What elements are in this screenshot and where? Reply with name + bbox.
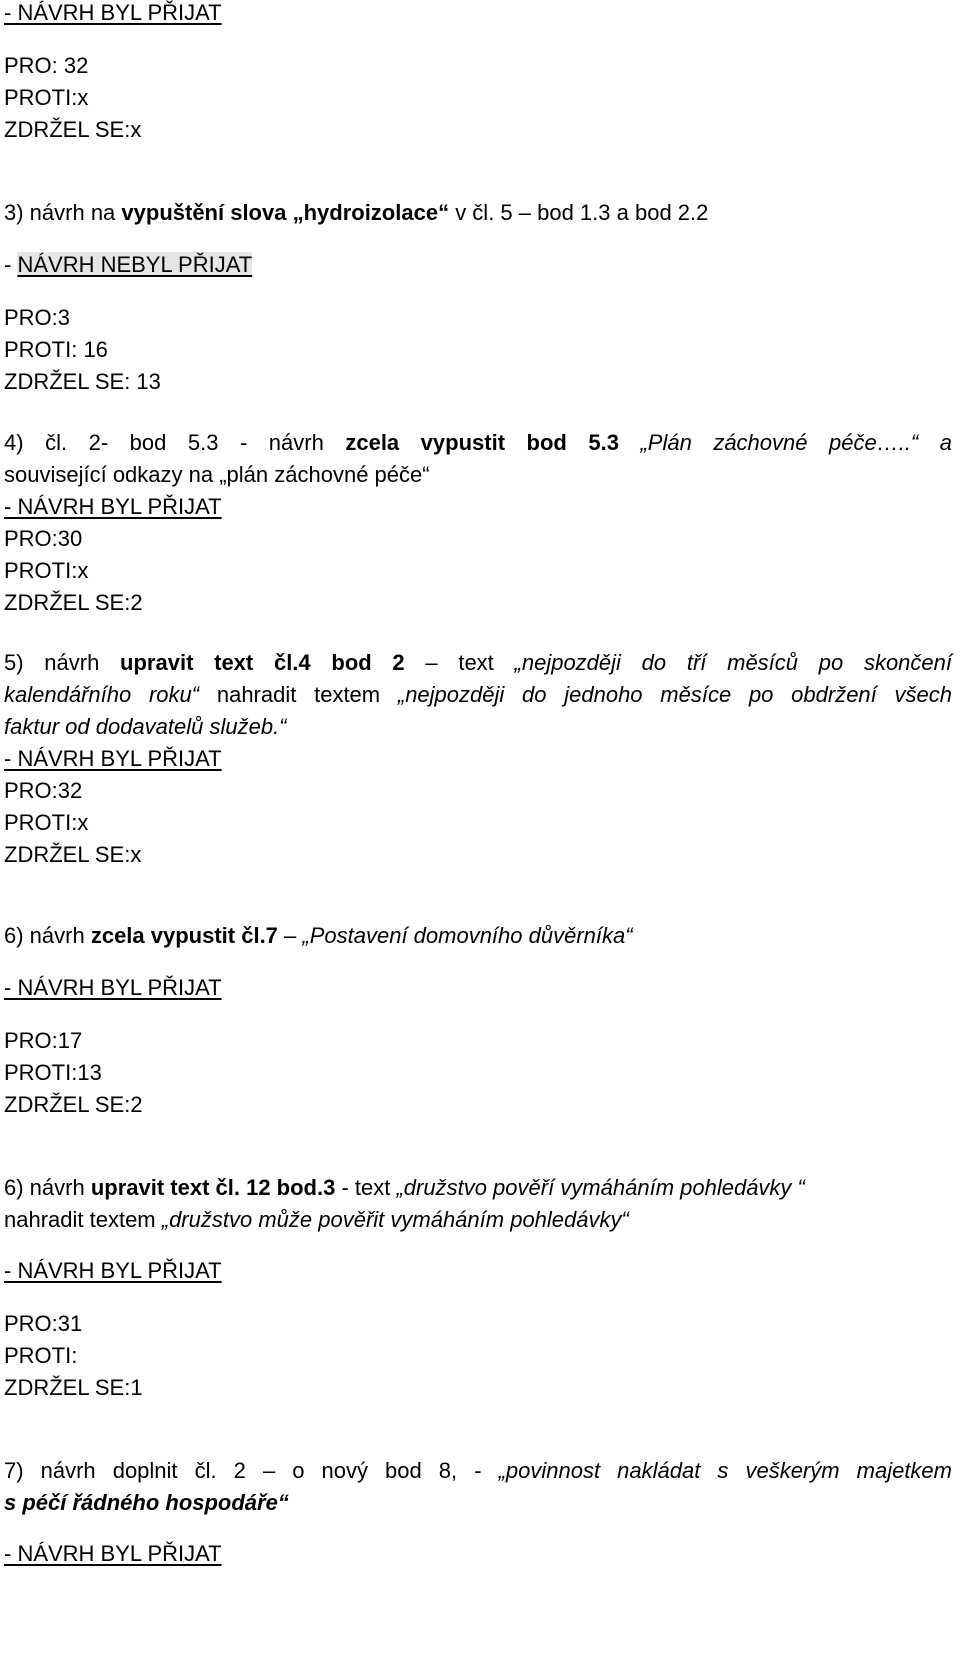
result-accepted: - NÁVRH BYL PŘIJAT — [4, 746, 222, 771]
vote-against: PROTI:x — [4, 85, 89, 110]
vote-for: PRO:32 — [4, 778, 83, 803]
vote-against: PROTI:x — [4, 558, 89, 583]
vote-abstain: ZDRŽEL SE: 13 — [4, 369, 161, 394]
proposal-5: 5) návrh upravit text čl.4 bod 2 – text „nejpozději do tří měsíců po skončení — [4, 650, 952, 675]
vote-against: PROTI: — [4, 1343, 78, 1368]
result-accepted: - NÁVRH BYL PŘIJAT — [4, 1258, 222, 1283]
vote-against: PROTI: 16 — [4, 337, 108, 362]
result-accepted: - NÁVRH BYL PŘIJAT — [4, 494, 222, 519]
proposal-4-line-2: související odkazy na „plán záchovné péče“ — [4, 462, 430, 487]
proposal-5-line-2: kalendářního roku“ nahradit textem „nejpozději do jednoho měsíce po obdržení všech — [4, 682, 953, 707]
vote-for: PRO:17 — [4, 1028, 83, 1053]
vote-for: PRO: 32 — [4, 53, 89, 78]
proposal-3: 3) návrh na vypuštění slova „hydroizolace“ v čl. 5 – bod 1.3 a bod 2.2 — [4, 200, 709, 225]
vote-against: PROTI:x — [4, 810, 89, 835]
vote-abstain: ZDRŽEL SE:1 — [4, 1375, 143, 1400]
vote-for: PRO:30 — [4, 526, 83, 551]
proposal-6b-line-2: nahradit textem „družstvo může pověřit vymáháním pohledávky“ — [4, 1207, 629, 1232]
result-accepted: - NÁVRH BYL PŘIJAT — [4, 975, 222, 1000]
vote-against: PROTI:13 — [4, 1060, 102, 1085]
vote-abstain: ZDRŽEL SE:2 — [4, 1092, 143, 1117]
vote-abstain: ZDRŽEL SE:2 — [4, 590, 143, 615]
result-rejected: - NÁVRH NEBYL PŘIJAT — [4, 252, 253, 277]
proposal-5-line-3: faktur od dodavatelů služeb.“ — [4, 714, 287, 739]
result-accepted: - NÁVRH BYL PŘIJAT — [4, 1541, 222, 1566]
result-accepted: - NÁVRH BYL PŘIJAT — [4, 0, 222, 25]
proposal-6a: 6) návrh zcela vypustit čl.7 – „Postavení domovního důvěrníka“ — [4, 923, 633, 948]
proposal-7-line-2: s péčí řádného hospodáře“ — [4, 1490, 289, 1515]
vote-abstain: ZDRŽEL SE:x — [4, 842, 142, 867]
vote-for: PRO:3 — [4, 305, 71, 330]
proposal-4: 4) čl. 2- bod 5.3 - návrh zcela vypustit bod 5.3 „Plán záchovné péče…..“ a — [4, 430, 952, 455]
proposal-7: 7) návrh doplnit čl. 2 – o nový bod 8, - „povinnost nakládat s veškerým majetkem — [4, 1458, 952, 1483]
vote-for: PRO:31 — [4, 1311, 83, 1336]
proposal-6b: 6) návrh upravit text čl. 12 bod.3 - text „družstvo pověří vymáháním pohledávky “ — [4, 1175, 805, 1200]
vote-abstain: ZDRŽEL SE:x — [4, 117, 142, 142]
